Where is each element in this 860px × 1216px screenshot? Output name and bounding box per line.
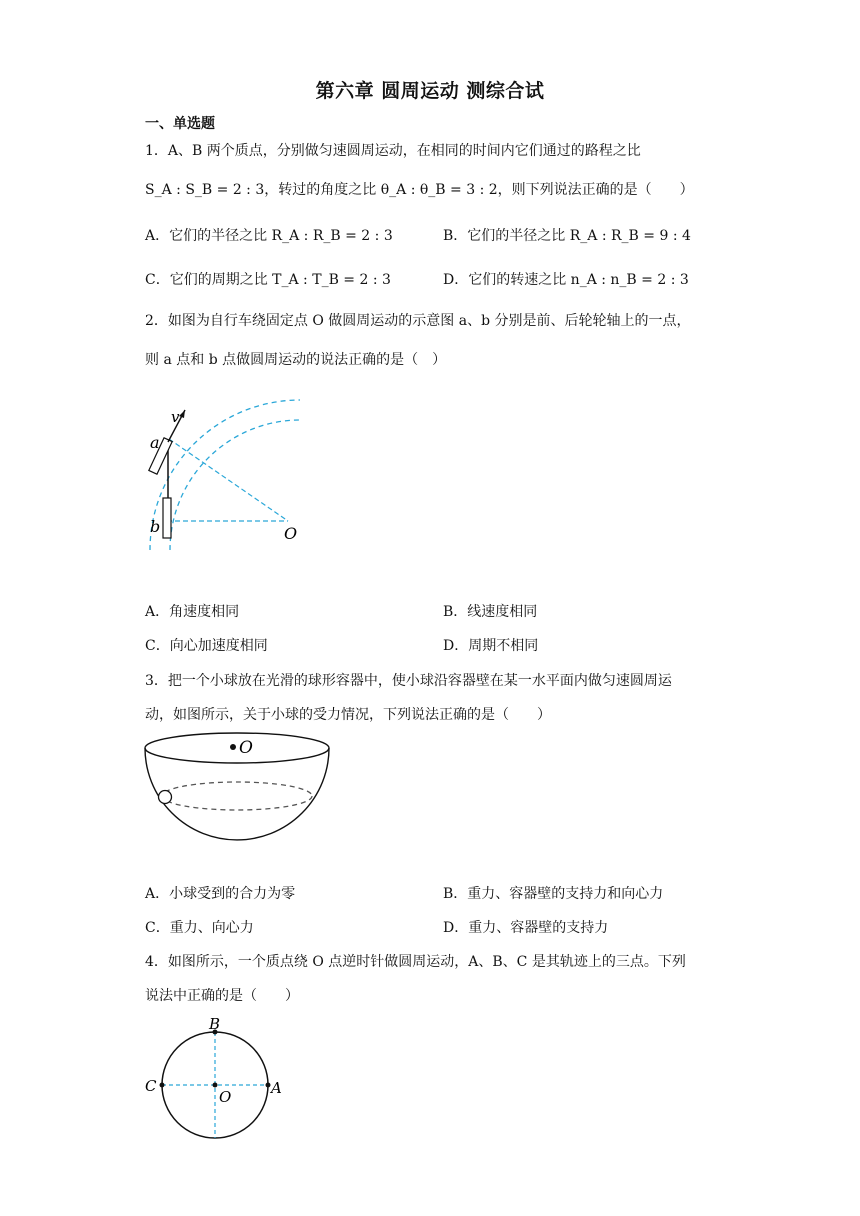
label-a: A xyxy=(271,1079,282,1097)
q2-option-b: B．线速度相同 xyxy=(443,604,538,620)
q1-option-d: D．它们的转速之比 n_A : n_B = 2 : 3 xyxy=(443,272,689,288)
q1-line2: S_A : S_B = 2 : 3，转过的角度之比 θ_A : θ_B = 3 : 2，则下列说法正确的是（ ） xyxy=(145,182,694,198)
q3-line1: 3．把一个小球放在光滑的球形容器中，使小球沿容器壁在某一水平面内做匀速圆周运 xyxy=(145,673,672,689)
q3-option-a: A．小球受到的合力为零 xyxy=(145,886,296,902)
label-a: a xyxy=(150,433,160,452)
label-b: b xyxy=(150,517,161,536)
q4-line1: 4．如图所示，一个质点绕 O 点逆时针做圆周运动，A、B、C 是其轨迹上的三点。下列 xyxy=(145,954,686,970)
q3-option-b: B．重力、容器壁的支持力和向心力 xyxy=(443,886,664,902)
q2-option-d: D．周期不相同 xyxy=(443,638,539,654)
q3-option-d: D．重力、容器壁的支持力 xyxy=(443,920,609,936)
label-b: B xyxy=(209,1015,221,1033)
section-heading: 一、单选题 xyxy=(145,116,215,132)
label-o: O xyxy=(239,738,253,758)
label-o: O xyxy=(284,524,298,543)
bicycle-circular-motion-figure xyxy=(140,380,320,555)
spherical-bowl-figure xyxy=(140,728,335,843)
circle-abc-figure xyxy=(140,1012,290,1147)
page-title: 第六章 圆周运动 测综合试 xyxy=(315,80,545,102)
q1-option-b: B．它们的半径之比 R_A : R_B = 9 : 4 xyxy=(443,228,691,244)
q2-line2: 则 a 点和 b 点做圆周运动的说法正确的是（ ） xyxy=(145,352,447,368)
label-c: C xyxy=(145,1077,157,1095)
q2-option-c: C．向心加速度相同 xyxy=(145,638,268,654)
label-o: O xyxy=(219,1088,232,1106)
q2-option-a: A．角速度相同 xyxy=(145,604,240,620)
label-v: v xyxy=(171,408,180,426)
q1-option-a: A．它们的半径之比 R_A : R_B = 2 : 3 xyxy=(145,228,393,244)
q2-line1: 2．如图为自行车绕固定点 O 做圆周运动的示意图 a、b 分别是前、后轮轮轴上的一点， xyxy=(145,313,691,329)
q3-option-c: C．重力、向心力 xyxy=(145,920,254,936)
q1-option-c: C．它们的周期之比 T_A : T_B = 2 : 3 xyxy=(145,272,391,288)
q4-line2: 说法中正确的是（ ） xyxy=(145,988,299,1004)
q1-line1: 1．A、B 两个质点，分别做匀速圆周运动，在相同的时间内它们通过的路程之比 xyxy=(145,143,641,159)
q3-line2: 动，如图所示，关于小球的受力情况，下列说法正确的是（ ） xyxy=(145,707,551,723)
